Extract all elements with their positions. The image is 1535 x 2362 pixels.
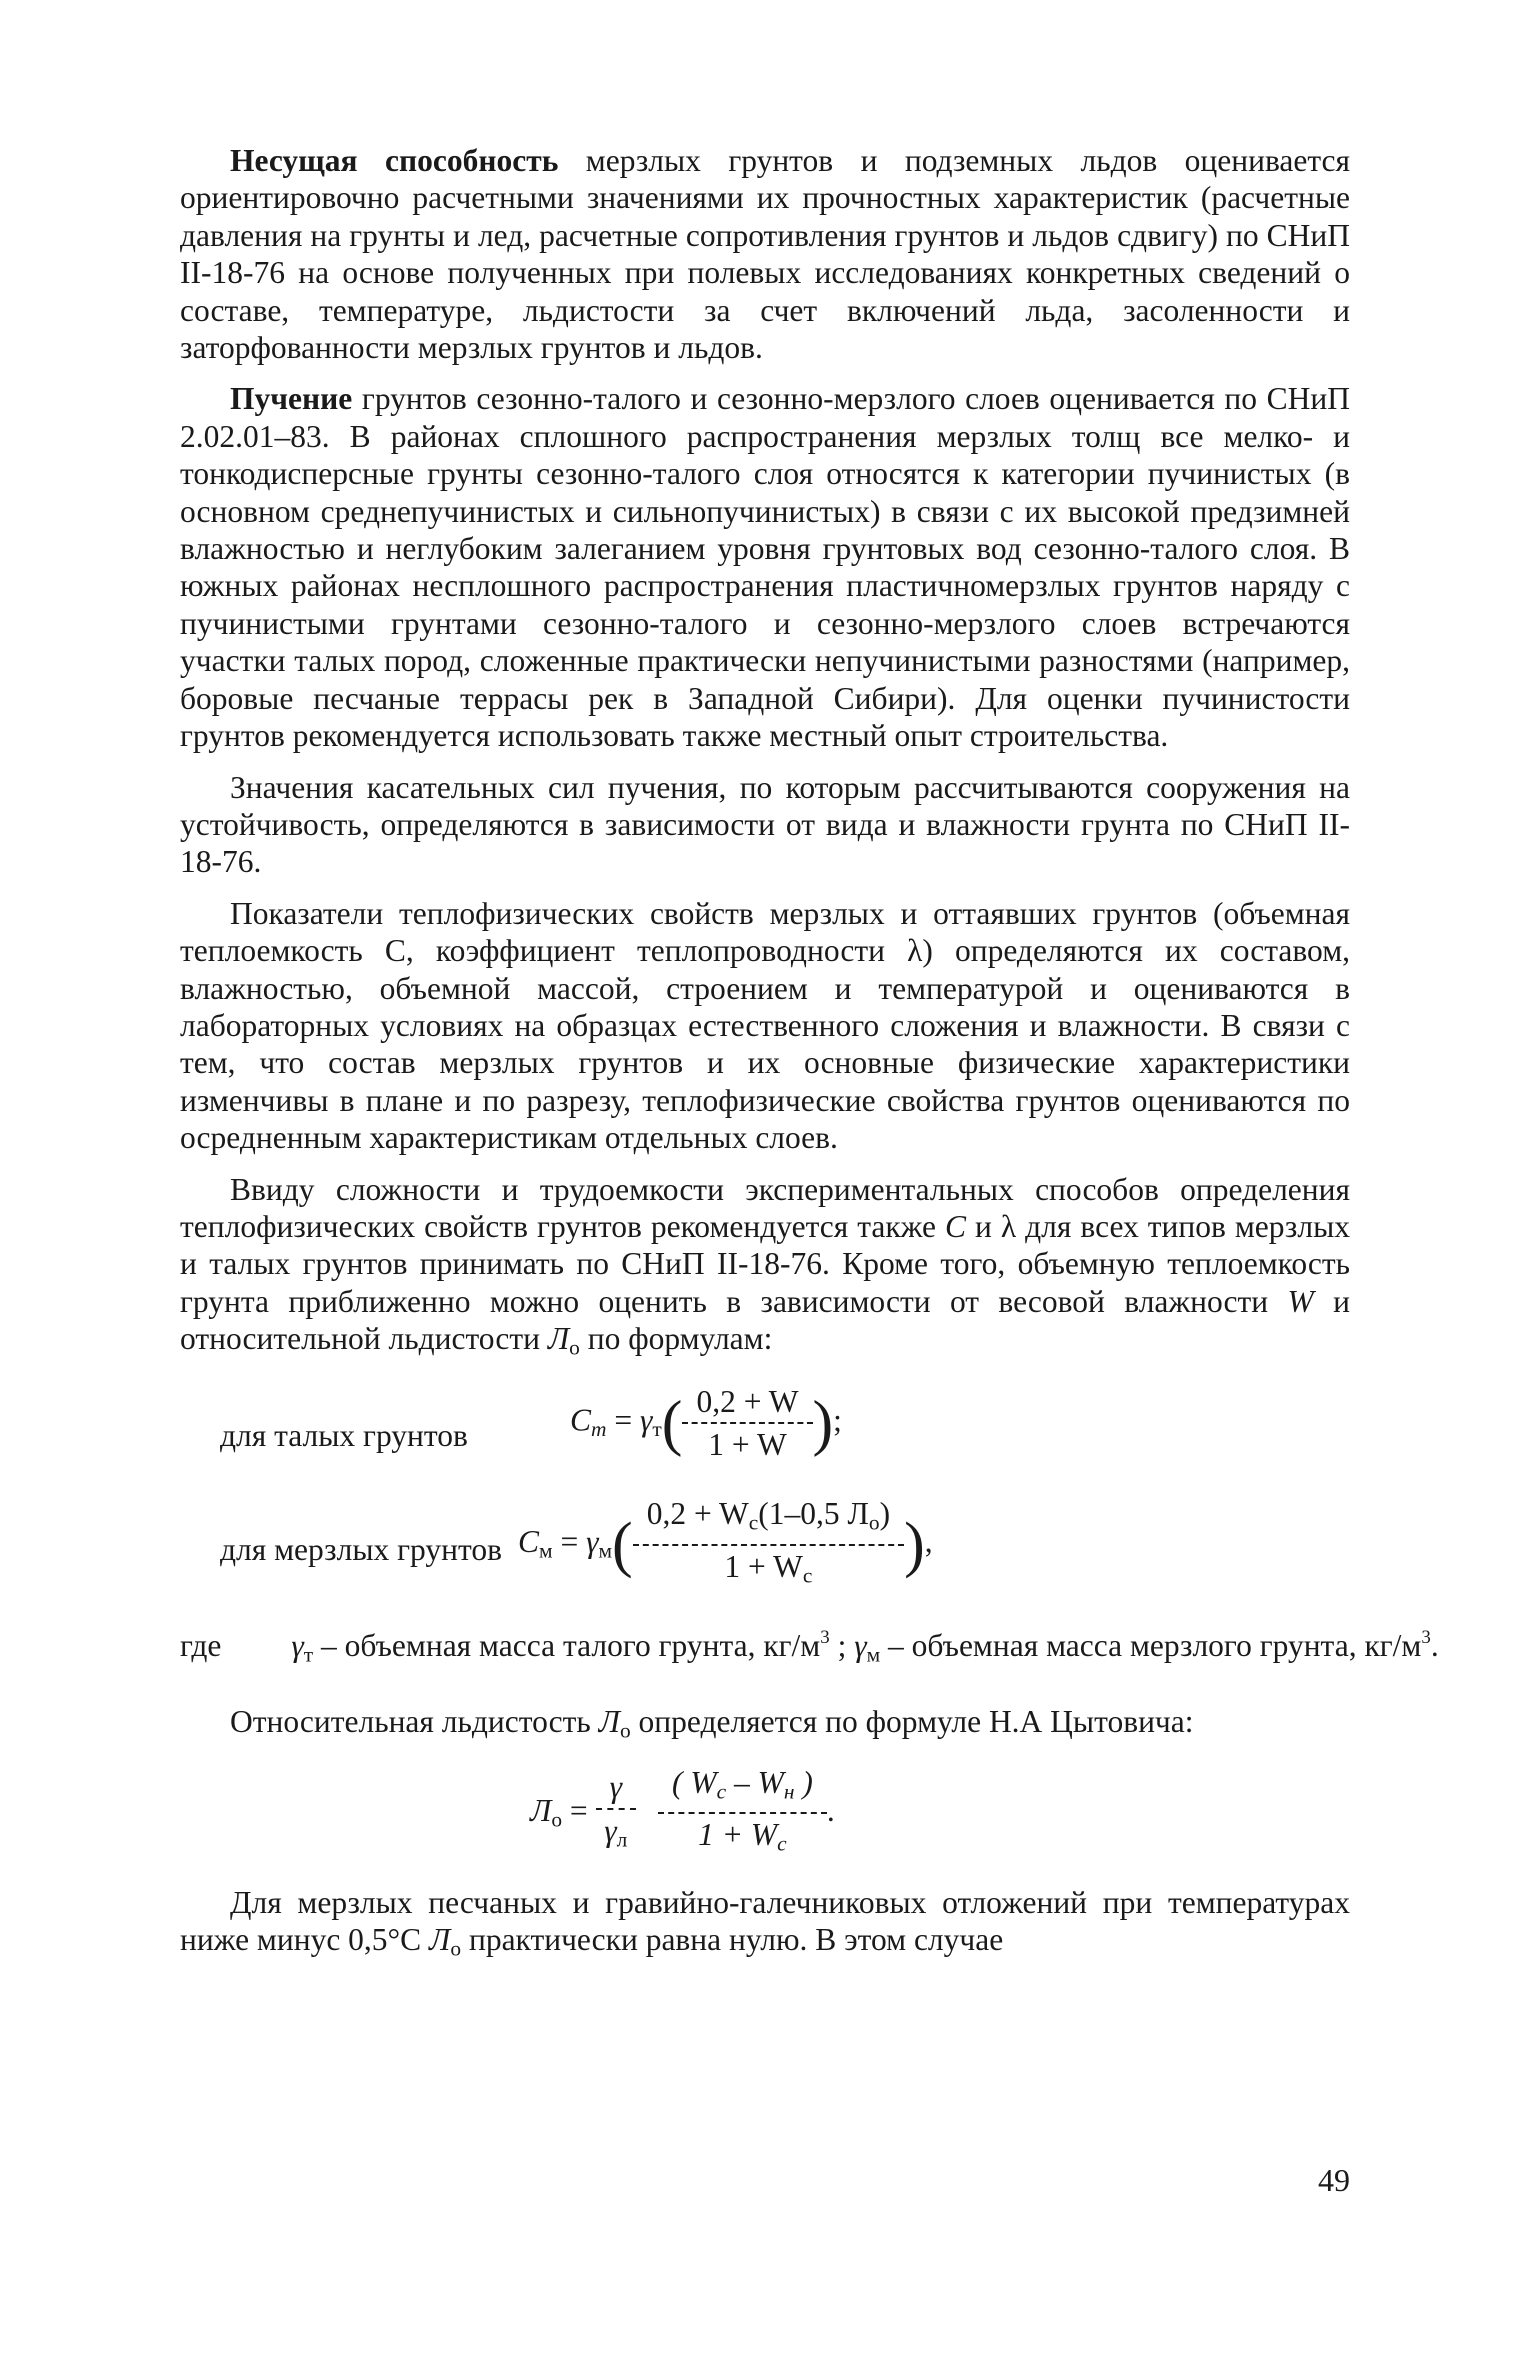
paragraph-text: Показатели теплофизических свойств мерзлых и оттаявших грунтов (объемная теплоемкость C, коэффициент теплопроводности λ) определяются их составом, влажностью, объемной массой, строением и температурой и оцениваются в лабораторных условиях на образцах естественного сложения и влажности. В связи с тем, что состав мерзлых грунтов и их основные физические характеристики изменчивы в плане и по разрезу, теплофизические свойства грунтов оцениваются по осредненным характеристикам отдельных слоев. (180, 895, 1350, 1156)
subscript: м (598, 1538, 613, 1563)
paragraph-bearing-capacity (180, 142, 1350, 366)
subscript: о (450, 1936, 462, 1961)
denominator (633, 1546, 904, 1595)
definition-line (180, 1619, 1439, 1674)
fraction-moisture (658, 1764, 827, 1864)
paragraph-heaving (180, 380, 1350, 754)
gamma-symbol: γ (640, 1402, 653, 1438)
fraction (682, 1383, 812, 1464)
subscript: м (539, 1538, 553, 1563)
subscript: с (777, 1831, 787, 1856)
definition-text: – объемная масса талого грунта, кг/м (313, 1628, 821, 1664)
right-paren: ) (904, 1510, 925, 1579)
text-run: и относительной льдистости (180, 1283, 1351, 1357)
symbol-l: Л (429, 1922, 451, 1958)
subscript: о (868, 1510, 880, 1535)
subscript: т (303, 1642, 314, 1667)
formula-expression (530, 1764, 835, 1864)
punctuation: , (924, 1523, 933, 1559)
subscript: м (866, 1642, 881, 1667)
text-run: для всех типов мерзлых и талых грунтов принимать по СНиП II-18-76. Кроме того, объемную теплоемкость грунта приближенно можно оценить в зависимости от весовой влажности (180, 1208, 1350, 1319)
subscript: т (652, 1416, 662, 1441)
equals-sign: = (552, 1523, 587, 1559)
gamma-symbol: γ (291, 1628, 304, 1664)
subscript: с (802, 1563, 813, 1588)
formula-label: для талых грунтов (220, 1417, 468, 1453)
lhs-symbol: Л (530, 1792, 552, 1828)
paragraph-sandy-deposits (180, 1884, 1350, 1968)
gamma-symbol: γ (854, 1628, 867, 1664)
subscript: о (551, 1807, 563, 1832)
superscript: 3 (820, 1626, 830, 1648)
numerator (633, 1495, 904, 1546)
text-run: γ (604, 1812, 617, 1848)
subscript: т (591, 1416, 607, 1441)
lhs-symbol: C (570, 1402, 592, 1438)
lhs-symbol: C (518, 1523, 540, 1559)
denominator (658, 1814, 827, 1863)
text-run: по формулам: (579, 1321, 773, 1357)
text-run: 0,2 + W (646, 1495, 749, 1531)
text-run: 1 + W (698, 1817, 778, 1853)
paragraph-text: Значения касательных сил пучения, по которым рассчитываются сооружения на устойчивость, определяются в зависимости от вида и влажности грунта по СНиП II-18-76. (180, 769, 1350, 880)
superscript: 3 (1421, 1626, 1431, 1648)
paragraph-text: грунтов сезонно-талого и сезонно-мерзлого слоев оценивается по СНиП 2.02.01–83. В районах сплошного распространения мерзлых толщ все мелко- и тонкодисперсные грунты сезонно-талого слоя относятся к категории пучинистых (в основном среднепучинистых и сильнопучинистых) в связи с их высокой предзимней влажностью и неглубоким залеганием уровня грунтовых вод сезонно-талого слоя. В южных районах несплошного распространения пластичномерзлых грунтов наряду с пучинистыми грунтами сезонно-талого и сезонно-мерзлого слоев встречаются участки талых пород, сложенные практически непучинистыми разностями (например, боровые песчаные террасы рек в Западной Сибири). Для оценки пучинистости грунтов рекомендуется использовать также местный опыт строительства. (180, 381, 1350, 754)
subscript: о (569, 1335, 580, 1360)
text-run: ( W (671, 1764, 717, 1800)
text-run: 1 + W (724, 1548, 803, 1584)
text-run: Относительная льдистость (230, 1703, 599, 1739)
subscript: л (616, 1827, 628, 1852)
paragraph-lead: Пучение (230, 381, 353, 417)
page-number: 49 (1318, 2162, 1350, 2198)
fraction-density (596, 1768, 636, 1858)
left-paren: ( (612, 1510, 633, 1579)
symbol-l: Л (598, 1703, 620, 1739)
paragraph-estimation (180, 1171, 1350, 1367)
formula-expression (570, 1383, 842, 1464)
numerator: 0,2 + W (682, 1383, 812, 1424)
text-run: ) (879, 1495, 891, 1531)
text-run: Для мерзлых песчаных и гравийно-галечниковых отложений при температурах ниже минус 0,5°C (180, 1884, 1350, 1958)
equals-sign: = (562, 1792, 596, 1828)
denominator: 1 + W (708, 1427, 787, 1463)
numerator (658, 1764, 827, 1815)
denominator (596, 1810, 636, 1859)
paragraph-thermal-properties (180, 895, 1350, 1157)
formula-frozen (180, 1493, 1350, 1619)
subscript: с (748, 1510, 759, 1535)
variable-definitions (180, 1619, 1439, 1697)
formula-label: для мерзлых грунтов (220, 1531, 502, 1567)
text-run: (1–0,5 Л (758, 1495, 869, 1531)
text-run: определяется по формуле Н.А Цытовича: (630, 1703, 1194, 1739)
symbol-l: Л (547, 1321, 570, 1357)
right-paren: ) (812, 1389, 834, 1458)
paragraph-text: мерзлых грунтов и подземных льдов оценивается ориентировочно расчетными значениями их прочностных характеристик (расчетные давления на грунты и лед, расчетные сопротивления грунтов и льдов сдвигу) по СНиП II-18-76 на основе полученных при полевых исследованиях конкретных сведений о составе, температуре, льдистости за счет включений льда, засоленности и заторфованности мерзлых грунтов и льдов. (180, 143, 1350, 366)
formula-tsytovich (180, 1764, 1350, 1884)
equals-sign: = (606, 1402, 640, 1438)
subscript: н (783, 1779, 795, 1804)
paragraph-relative-iciness (180, 1703, 1350, 1750)
fraction (633, 1495, 904, 1595)
text-run: практически равна нулю. В этом случае (461, 1922, 1004, 1958)
punctuation: . (1430, 1628, 1439, 1664)
punctuation: ; (833, 1402, 842, 1438)
text-run: Ввиду сложности и трудоемкости экспериментальных способов определения теплофизических свойств грунтов рекомендуется также (180, 1171, 1350, 1244)
body-text (180, 142, 1439, 1982)
symbol-c: C (944, 1208, 966, 1244)
subscript: о (619, 1718, 631, 1743)
formula-expression (518, 1495, 933, 1595)
punctuation: . (826, 1792, 835, 1828)
left-paren: ( (661, 1389, 683, 1458)
where-word: где (180, 1628, 222, 1664)
separator: ; (829, 1628, 855, 1664)
paragraph-lead: Несущая способность (230, 143, 559, 178)
formula-thawed (180, 1381, 1350, 1493)
text-run: и (965, 1208, 1001, 1244)
numerator: γ (596, 1768, 636, 1809)
subscript: с (716, 1779, 727, 1804)
symbol-w: W (1287, 1283, 1314, 1319)
gamma-symbol: γ (586, 1523, 599, 1559)
paragraph-heaving-forces (180, 769, 1350, 881)
definition-text: – объемная масса мерзлого грунта, кг/м (880, 1628, 1422, 1664)
text-run: – W (726, 1764, 784, 1800)
text-run: ) (794, 1764, 813, 1800)
symbol-lambda: λ (1000, 1208, 1017, 1244)
